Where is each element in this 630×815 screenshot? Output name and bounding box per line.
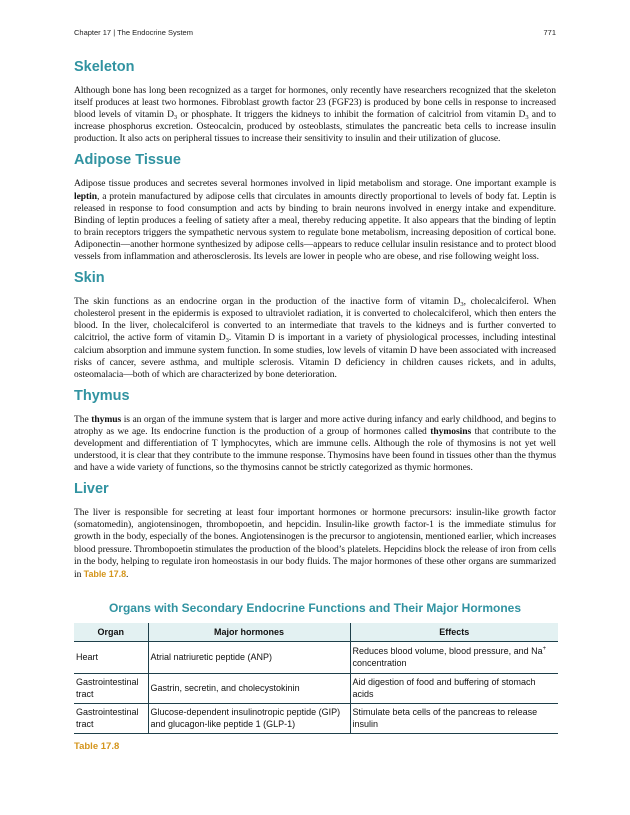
- section-heading: Adipose Tissue: [74, 152, 181, 169]
- table-title: Organs with Secondary Endocrine Functions and Their Major Hormones: [108, 600, 522, 615]
- subscript: 3: [225, 337, 229, 345]
- section-heading: Skin: [74, 270, 105, 287]
- hormones-table: [74, 623, 558, 734]
- column-header-effects: Effects: [350, 623, 558, 642]
- section-skeleton: [74, 58, 556, 145]
- hormones-cell: Glucose-dependent insulinotropic peptide (GIP) and glucagon-like peptide 1 (GLP-1): [148, 703, 350, 733]
- table-header-row: [74, 623, 558, 642]
- key-term: leptin: [74, 190, 98, 202]
- paragraph: [74, 85, 556, 145]
- effects-cell: Aid digestion of food and buffering of stomach acids: [350, 673, 558, 703]
- running-header: [74, 28, 556, 40]
- hormones-cell: Gastrin, secretin, and cholecystokinin: [148, 673, 350, 703]
- section-thymus: [74, 387, 556, 474]
- superscript: +: [542, 646, 547, 653]
- effects-cell: [350, 641, 558, 673]
- text-run: , cholecalciferol. When cholesterol present in the epidermis is exposed to ultraviolet radiation, it is converted to cholecalciferol, which then enters the blood. In the liver, cholecalciferol is converted to an intermediate that travels to the kidneys and is further converted to calcitriol, the active form of vitamin D: [74, 296, 556, 344]
- organ-cell: Gastrointestinal tract: [74, 703, 148, 733]
- key-term: thymus: [91, 413, 122, 425]
- text-run: that contribute to the development and differentiation of T lymphocytes, which are immune cells. Although the role of thymosins is not yet well understood, it is clear that they contribute to the immune response. Thymosins have been found in tissues other than the thymus and have a wide variety of functions, so the thymosins cannot be strictly categorized as thymic hormones.: [74, 425, 556, 474]
- effects-cell: Stimulate beta cells of the pancreas to release insulin: [350, 703, 558, 733]
- text-run: Reduces blood volume, blood pressure, and Na: [352, 646, 543, 657]
- paragraph: [74, 414, 556, 474]
- subscript: 3: [460, 301, 464, 309]
- text-run: .: [126, 568, 129, 580]
- subscript: 3: [525, 114, 529, 122]
- text-run: The: [74, 413, 92, 425]
- hormones-cell: Atrial natriuretic peptide (ANP): [148, 641, 350, 673]
- section-heading: Liver: [74, 481, 109, 498]
- column-header-organ: Organ: [74, 623, 148, 642]
- chapter-title: Chapter 17 | The Endocrine System: [74, 28, 193, 37]
- section-heading: Skeleton: [74, 59, 135, 75]
- text-run: or phosphate. It triggers the kidneys to inhibit the formation of calcitriol from vitamin D: [177, 109, 526, 121]
- key-term: thymosins: [430, 425, 472, 437]
- paragraph: [74, 178, 556, 263]
- section-liver: [74, 480, 556, 581]
- table-row: [74, 703, 558, 733]
- section-adipose-tissue: [74, 151, 556, 263]
- paragraph: [74, 507, 556, 581]
- text-run: The skin functions as an endocrine organ in the production of the inactive form of vitamin D: [74, 296, 461, 308]
- text-run: and to increase phosphorus excretion. Osteocalcin, produced by osteoblasts, stimulates the pancreatic beta cells to increase insulin production. It also acts on peripheral tissues to increase their sensitivity to insulin and their utilization of glucose.: [74, 109, 556, 145]
- paragraph: [74, 296, 556, 381]
- column-header-major-hormones: Major hormones: [148, 623, 350, 642]
- organ-cell: Gastrointestinal tract: [74, 673, 148, 703]
- text-run: Adipose tissue produces and secretes several hormones involved in lipid metabolism and storage. One important example is: [74, 178, 556, 190]
- table-row: [74, 673, 558, 703]
- text-run: concentration: [352, 658, 407, 669]
- text-run: . Vitamin D is important in a variety of physiological processes, including intestinal calcium absorption and immune system function. In some studies, low levels of vitamin D have been associated with increased risks of cancer, severe asthma, and multiple sclerosis. Vitamin D deficiency in children causes rickets, and in adults, osteomalacia—both of which are characterized by bone deterioration.: [74, 332, 556, 380]
- organ-cell: Heart: [74, 641, 148, 673]
- text-run: is an organ of the immune system that is larger and more active during infancy and early childhood, and begins to atrophy as we age. Its endocrine function is the production of a group of hormones called: [74, 413, 556, 437]
- section-heading: Thymus: [74, 387, 130, 404]
- text-run: , a protein manufactured by adipose cells that circulates in amounts directly proportional to levels of body fat. Leptin is released in response to food consumption and acts by binding to brain neurons involved in energy intake and expenditure. Binding of leptin produces a feeling of satiety after a meal, thereby reducing appetite. It also appears that the binding of leptin to brain receptors triggers the sympathetic nervous system to regulate bone metabolism, increasing deposition of cortical bone. Adiponectin—another hormone synthesized by adipose cells—appears to reduce cellular insulin resistance and to protect blood vessels from inflammation and atherosclerosis. Its levels are lower in people who are obese, and rise following weight loss.: [74, 190, 556, 263]
- text-run: The liver is responsible for secreting at least four important hormones or hormone precursors: insulin-like growth factor (somatomedin), angiotensinogen, thrombopoetin, and hepcidin. Insulin-like growth factor-1 is the immediate stimulus for growth in the body, especially of the bones. Angiotensinogen is the precursor to angiotensin, mentioned earlier, which increases blood pressure. Thrombopoetin stimulates the production of the blood’s platelets. Hepcidins block the release of iron from cells in the body, helping to regulate iron homeostasis in our body fluids. The major hormones of these other organs are summarized in: [74, 507, 556, 580]
- table-row: [74, 641, 558, 673]
- section-skin: [74, 269, 556, 381]
- table-reference-link[interactable]: Table 17.8: [83, 568, 127, 579]
- table-caption: Table 17.8: [74, 740, 120, 752]
- page-number: 771: [543, 28, 556, 37]
- text-run: Although bone has long been recognized as a target for hormones, only recently have researchers recognized that the skeleton itself produces at least two hormones. Fibroblast growth factor 23 (FGF23) is produced by bone cells in response to increased blood levels of vitamin D: [74, 85, 556, 121]
- subscript: 3: [173, 114, 178, 122]
- page-content: [74, 58, 556, 752]
